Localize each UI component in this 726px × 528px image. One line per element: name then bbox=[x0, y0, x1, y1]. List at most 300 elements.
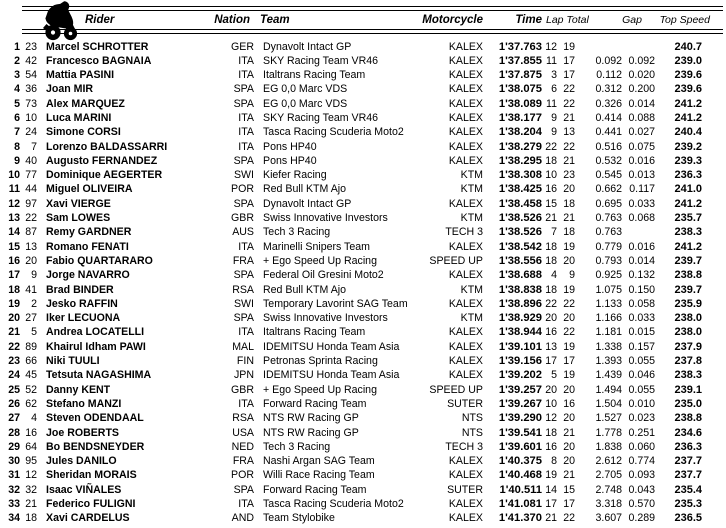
cell-top-speed: 238.8 bbox=[674, 412, 702, 425]
cell-total: 9 bbox=[569, 269, 575, 282]
cell-lap: 9 bbox=[551, 111, 557, 124]
cell-lap: 14 bbox=[545, 483, 557, 496]
cell-gap: 0.662 bbox=[595, 183, 622, 196]
cell-nation: GER bbox=[231, 40, 254, 53]
cell-time: 1'38.896 bbox=[498, 297, 542, 310]
cell-lap: 20 bbox=[545, 312, 557, 325]
cell-team: Pons HP40 bbox=[263, 154, 317, 167]
cell-top-speed: 241.0 bbox=[674, 183, 702, 196]
cell-time: 1'37.763 bbox=[498, 40, 542, 53]
cell-motorcycle: SUTER bbox=[447, 483, 483, 496]
cell-nation: GBR bbox=[231, 383, 254, 396]
table-row bbox=[0, 440, 726, 454]
cell-team: Forward Racing Team bbox=[263, 397, 367, 410]
cell-time: 1'39.267 bbox=[498, 397, 542, 410]
cell-nation: FRA bbox=[232, 455, 254, 468]
cell-total: 18 bbox=[563, 197, 575, 210]
cell-gap-previous: 0.117 bbox=[629, 183, 655, 196]
cell-total: 22 bbox=[563, 97, 575, 110]
cell-rider-number: 13 bbox=[25, 240, 37, 253]
cell-rider-number: 27 bbox=[25, 312, 37, 325]
cell-motorcycle: KTM bbox=[460, 212, 483, 225]
cell-rider-number: 52 bbox=[25, 383, 37, 396]
cell-lap: 22 bbox=[545, 297, 557, 310]
cell-time: 1'39.156 bbox=[498, 355, 542, 368]
cell-time: 1'38.542 bbox=[498, 240, 542, 253]
cell-gap: 0.925 bbox=[595, 269, 622, 282]
table-row bbox=[0, 268, 726, 282]
table-row bbox=[0, 211, 726, 225]
cell-position: 7 bbox=[14, 126, 20, 139]
cell-nation: FRA bbox=[232, 254, 254, 267]
cell-lap: 18 bbox=[545, 154, 557, 167]
motorcycle-rider-icon bbox=[41, 0, 81, 42]
cell-time: 1'40.511 bbox=[499, 483, 542, 496]
cell-gap: 1.527 bbox=[595, 412, 622, 425]
cell-position: 26 bbox=[8, 397, 20, 410]
cell-rider-number: 40 bbox=[25, 154, 37, 167]
cell-lap: 7 bbox=[551, 226, 557, 239]
cell-lap: 15 bbox=[545, 197, 557, 210]
cell-nation: JPN bbox=[233, 369, 254, 382]
cell-time: 1'38.204 bbox=[498, 126, 542, 139]
cell-gap-previous: 0.023 bbox=[628, 412, 655, 425]
cell-position: 24 bbox=[8, 369, 20, 382]
cell-nation: SPA bbox=[233, 154, 254, 167]
cell-total: 20 bbox=[563, 455, 575, 468]
cell-motorcycle: KALEX bbox=[448, 455, 483, 468]
cell-lap: 16 bbox=[545, 183, 557, 196]
cell-total: 17 bbox=[563, 54, 575, 67]
cell-position: 20 bbox=[8, 312, 20, 325]
cell-gap: 1.075 bbox=[595, 283, 622, 296]
cell-team: + Ego Speed Up Racing bbox=[263, 254, 377, 267]
cell-nation: POR bbox=[231, 183, 254, 196]
cell-lap: 21 bbox=[545, 212, 557, 225]
cell-total: 17 bbox=[563, 69, 575, 82]
cell-motorcycle: KALEX bbox=[448, 240, 483, 253]
cell-top-speed: 235.4 bbox=[674, 483, 702, 496]
table-row bbox=[0, 354, 726, 368]
cell-rider-number: 20 bbox=[25, 254, 37, 267]
cell-gap: 1.166 bbox=[595, 312, 622, 325]
cell-top-speed: 238.3 bbox=[674, 226, 702, 239]
cell-gap-previous: 0.033 bbox=[628, 197, 655, 210]
cell-rider-name: Brad BINDER bbox=[46, 283, 114, 296]
cell-lap: 10 bbox=[545, 169, 557, 182]
cell-gap-previous: 0.092 bbox=[628, 54, 655, 67]
cell-time: 1'38.838 bbox=[498, 283, 542, 296]
cell-nation: ITA bbox=[238, 140, 254, 153]
cell-motorcycle: KTM bbox=[460, 283, 483, 296]
cell-time: 1'38.177 bbox=[498, 111, 542, 124]
cell-motorcycle: KALEX bbox=[448, 97, 483, 110]
table-row bbox=[0, 182, 726, 196]
cell-rider-number: 5 bbox=[31, 326, 37, 339]
cell-position: 8 bbox=[14, 140, 20, 153]
cell-team: Marinelli Snipers Team bbox=[263, 240, 370, 253]
cell-time: 1'39.101 bbox=[498, 340, 542, 353]
cell-top-speed: 240.4 bbox=[674, 126, 702, 139]
cell-team: EG 0,0 Marc VDS bbox=[263, 97, 348, 110]
header-bottom-rule bbox=[22, 29, 723, 34]
cell-nation: SWI bbox=[233, 297, 254, 310]
cell-rider-name: Simone CORSI bbox=[46, 126, 121, 139]
cell-lap: 17 bbox=[545, 355, 557, 368]
cell-position: 33 bbox=[8, 498, 20, 510]
cell-rider-name: Luca MARINI bbox=[46, 111, 112, 124]
cell-rider-name: Sheridan MORAIS bbox=[46, 469, 137, 482]
cell-rider-number: 42 bbox=[25, 54, 37, 67]
cell-team: SKY Racing Team VR46 bbox=[263, 54, 379, 67]
cell-time: 1'40.468 bbox=[498, 469, 542, 482]
cell-motorcycle: KALEX bbox=[448, 369, 483, 382]
cell-rider-number: 62 bbox=[25, 397, 37, 410]
cell-lap: 12 bbox=[545, 412, 557, 425]
cell-gap-previous: 0.068 bbox=[628, 212, 655, 225]
cell-position: 28 bbox=[8, 426, 20, 439]
cell-nation: AUS bbox=[232, 226, 254, 239]
cell-nation: FIN bbox=[236, 355, 254, 368]
cell-nation: SPA bbox=[233, 97, 254, 110]
cell-total: 20 bbox=[563, 412, 575, 425]
cell-top-speed: 234.6 bbox=[674, 426, 702, 439]
cell-nation: POR bbox=[231, 469, 254, 482]
cell-time: 1'38.425 bbox=[498, 183, 542, 196]
cell-rider-number: 89 bbox=[25, 340, 37, 353]
cell-lap: 9 bbox=[551, 126, 557, 139]
table-row bbox=[0, 311, 726, 325]
table-row bbox=[0, 140, 726, 154]
cell-gap-previous: 0.046 bbox=[628, 369, 655, 382]
table-row bbox=[0, 426, 726, 440]
cell-position: 29 bbox=[8, 440, 20, 453]
cell-nation: SPA bbox=[233, 312, 254, 325]
cell-top-speed: 239.6 bbox=[674, 69, 702, 82]
cell-rider-name: Mattia PASINI bbox=[46, 69, 115, 82]
cell-gap-previous: 0.027 bbox=[628, 126, 655, 139]
cell-motorcycle: KTM bbox=[460, 183, 483, 196]
cell-motorcycle: TECH 3 bbox=[445, 226, 483, 239]
cell-nation: ITA bbox=[238, 498, 254, 510]
table-row bbox=[0, 283, 726, 297]
cell-gap: 0.112 bbox=[596, 69, 622, 82]
cell-nation: ITA bbox=[238, 240, 254, 253]
cell-rider-name: Niki TUULI bbox=[46, 355, 100, 368]
cell-position: 10 bbox=[8, 169, 20, 182]
cell-gap: 1.778 bbox=[595, 426, 622, 439]
cell-lap: 5 bbox=[551, 369, 557, 382]
cell-total: 21 bbox=[563, 469, 575, 482]
cell-time: 1'38.295 bbox=[498, 154, 542, 167]
cell-gap: 0.763 bbox=[595, 226, 622, 239]
cell-gap-previous: 0.075 bbox=[628, 140, 655, 153]
cell-rider-name: Isaac VIÑALES bbox=[46, 483, 122, 496]
cell-top-speed: 241.2 bbox=[674, 240, 702, 253]
cell-rider-name: Xavi VIERGE bbox=[46, 197, 111, 210]
cell-rider-name: Joan MIR bbox=[46, 83, 94, 96]
cell-nation: GBR bbox=[231, 212, 254, 225]
cell-team: EG 0,0 Marc VDS bbox=[263, 83, 348, 96]
cell-top-speed: 235.3 bbox=[674, 498, 702, 510]
cell-time: 1'38.279 bbox=[498, 140, 542, 153]
table-row bbox=[0, 383, 726, 397]
cell-gap bbox=[582, 40, 622, 54]
cell-total: 18 bbox=[563, 226, 575, 239]
cell-gap: 0.516 bbox=[595, 140, 622, 153]
cell-rider-number: 45 bbox=[25, 369, 37, 382]
cell-rider-name: Jesko RAFFIN bbox=[46, 297, 118, 310]
cell-rider-number: 54 bbox=[25, 69, 37, 82]
cell-team: Tasca Racing Scuderia Moto2 bbox=[263, 498, 404, 510]
cell-top-speed: 239.3 bbox=[674, 154, 702, 167]
table-row bbox=[0, 411, 726, 425]
cell-total: 19 bbox=[563, 369, 575, 382]
cell-total: 15 bbox=[563, 483, 575, 496]
cell-top-speed: 239.6 bbox=[674, 83, 702, 96]
cell-gap: 0.763 bbox=[595, 212, 622, 225]
cell-total: 19 bbox=[563, 40, 575, 53]
cell-total: 21 bbox=[563, 154, 575, 167]
cell-lap: 19 bbox=[545, 469, 557, 482]
cell-motorcycle: KALEX bbox=[448, 269, 483, 282]
cell-total: 21 bbox=[563, 212, 575, 225]
cell-time: 1'38.929 bbox=[498, 312, 542, 325]
cell-top-speed: 235.7 bbox=[674, 212, 702, 225]
cell-top-speed: 241.2 bbox=[674, 97, 702, 110]
cell-position: 13 bbox=[8, 212, 20, 225]
cell-nation: USA bbox=[232, 426, 254, 439]
cell-total: 22 bbox=[563, 326, 575, 339]
cell-gap: 2.612 bbox=[595, 455, 622, 468]
cell-total: 13 bbox=[563, 126, 575, 139]
cell-motorcycle: SPEED UP bbox=[429, 383, 483, 396]
column-header-top-speed: Top Speed bbox=[659, 14, 710, 26]
cell-nation: RSA bbox=[232, 412, 254, 425]
cell-time: 1'38.308 bbox=[498, 169, 542, 182]
cell-lap: 11 bbox=[546, 97, 557, 110]
cell-time: 1'37.855 bbox=[498, 54, 542, 67]
cell-lap: 18 bbox=[545, 283, 557, 296]
table-row bbox=[0, 154, 726, 168]
table-row bbox=[0, 497, 726, 511]
cell-position: 12 bbox=[8, 197, 20, 210]
cell-time: 1'38.458 bbox=[498, 197, 542, 210]
cell-gap-previous: 0.043 bbox=[628, 483, 655, 496]
cell-rider-name: Jules DANILO bbox=[46, 455, 117, 468]
cell-total: 16 bbox=[563, 397, 575, 410]
cell-lap: 13 bbox=[545, 340, 557, 353]
cell-gap-previous: 0.157 bbox=[628, 340, 655, 353]
cell-motorcycle: KALEX bbox=[448, 140, 483, 153]
cell-time: 1'37.875 bbox=[498, 69, 542, 82]
cell-team: IDEMITSU Honda Team Asia bbox=[263, 340, 400, 353]
table-row bbox=[0, 297, 726, 311]
cell-rider-name: Joe ROBERTS bbox=[46, 426, 119, 439]
cell-gap: 0.326 bbox=[595, 97, 622, 110]
cell-total: 21 bbox=[563, 426, 575, 439]
cell-motorcycle: NTS bbox=[461, 412, 483, 425]
cell-rider-number: 97 bbox=[25, 197, 37, 210]
cell-time: 1'38.526 bbox=[498, 212, 542, 225]
cell-time: 1'38.944 bbox=[498, 326, 542, 339]
table-row bbox=[0, 82, 726, 96]
cell-top-speed: 239.7 bbox=[674, 254, 702, 267]
cell-rider-number: 36 bbox=[25, 83, 37, 96]
cell-rider-name: Khairul Idham PAWI bbox=[46, 340, 146, 353]
cell-time: 1'40.375 bbox=[498, 455, 542, 468]
cell-position: 14 bbox=[8, 226, 20, 239]
cell-rider-name: Sam LOWES bbox=[46, 212, 111, 225]
cell-rider-name: Xavi CARDELUS bbox=[46, 512, 130, 525]
cell-gap-previous: 0.033 bbox=[628, 312, 655, 325]
cell-team: Italtrans Racing Team bbox=[263, 69, 366, 82]
cell-gap: 0.092 bbox=[595, 54, 622, 67]
cell-position: 11 bbox=[8, 183, 20, 196]
cell-lap: 20 bbox=[545, 383, 557, 396]
cell-nation: ITA bbox=[238, 126, 254, 139]
cell-rider-name: Remy GARDNER bbox=[46, 226, 132, 239]
table-row bbox=[0, 468, 726, 482]
cell-top-speed: 238.8 bbox=[674, 269, 702, 282]
cell-lap: 3 bbox=[551, 69, 557, 82]
cell-rider-number: 44 bbox=[25, 183, 37, 196]
cell-gap: 1.838 bbox=[595, 440, 622, 453]
cell-time: 1'38.089 bbox=[498, 97, 542, 110]
cell-position: 27 bbox=[8, 412, 20, 425]
cell-lap: 16 bbox=[545, 440, 557, 453]
cell-gap-previous: 0.014 bbox=[628, 97, 655, 110]
cell-team: Dynavolt Intact GP bbox=[263, 197, 352, 210]
cell-rider-number: 23 bbox=[25, 40, 37, 53]
cell-time: 1'38.556 bbox=[498, 254, 542, 267]
cell-total: 22 bbox=[563, 83, 575, 96]
cell-team: Tech 3 Racing bbox=[263, 226, 331, 239]
cell-gap-previous: 0.015 bbox=[628, 326, 655, 339]
cell-rider-name: Tetsuta NAGASHIMA bbox=[46, 369, 152, 382]
cell-nation: SWI bbox=[233, 169, 254, 182]
cell-team: + Ego Speed Up Racing bbox=[263, 383, 377, 396]
cell-gap-previous: 0.010 bbox=[628, 397, 655, 410]
cell-gap-previous: 0.132 bbox=[628, 269, 655, 282]
cell-total: 21 bbox=[563, 111, 575, 124]
cell-team: Red Bull KTM Ajo bbox=[263, 183, 347, 196]
cell-position: 3 bbox=[14, 69, 20, 82]
cell-team: Temporary Lavorint SAG Team bbox=[263, 297, 408, 310]
cell-rider-number: 22 bbox=[25, 212, 37, 225]
cell-team: Forward Racing Team bbox=[263, 483, 367, 496]
cell-rider-name: Bo BENDSNEYDER bbox=[46, 440, 145, 453]
cell-gap: 0.545 bbox=[595, 169, 622, 182]
cell-gap-previous bbox=[624, 225, 655, 239]
cell-rider-name: Danny KENT bbox=[46, 383, 111, 396]
cell-time: 1'39.541 bbox=[498, 426, 542, 439]
cell-motorcycle: KALEX bbox=[448, 54, 483, 67]
cell-gap-previous: 0.055 bbox=[628, 383, 655, 396]
table-row bbox=[0, 111, 726, 125]
cell-motorcycle: KALEX bbox=[448, 40, 483, 53]
cell-rider-number: 12 bbox=[25, 469, 37, 482]
cell-team: Federal Oil Gresini Moto2 bbox=[263, 269, 384, 282]
cell-top-speed: 241.2 bbox=[674, 111, 702, 124]
cell-team: Swiss Innovative Investors bbox=[263, 312, 388, 325]
cell-gap: 1.133 bbox=[595, 297, 622, 310]
table-row bbox=[0, 397, 726, 411]
cell-rider-name: Francesco BAGNAIA bbox=[46, 54, 152, 67]
cell-lap: 16 bbox=[545, 326, 557, 339]
cell-team: Pons HP40 bbox=[263, 140, 317, 153]
cell-total: 22 bbox=[563, 140, 575, 153]
cell-rider-name: Fabio QUARTARARO bbox=[46, 254, 153, 267]
cell-motorcycle: SUTER bbox=[447, 397, 483, 410]
cell-rider-number: 16 bbox=[25, 426, 37, 439]
cell-lap: 8 bbox=[551, 455, 557, 468]
cell-position: 18 bbox=[8, 283, 20, 296]
cell-rider-name: Dominique AEGERTER bbox=[46, 169, 163, 182]
cell-time: 1'38.075 bbox=[498, 83, 542, 96]
cell-team: Petronas Sprinta Racing bbox=[263, 355, 378, 368]
cell-team: NTS RW Racing GP bbox=[263, 412, 359, 425]
table-row bbox=[0, 240, 726, 254]
cell-nation: NED bbox=[231, 440, 254, 453]
cell-gap: 2.705 bbox=[595, 469, 622, 482]
cell-time: 1'38.688 bbox=[498, 269, 542, 282]
cell-motorcycle: NTS bbox=[461, 426, 483, 439]
cell-total: 20 bbox=[563, 183, 575, 196]
cell-team: Italtrans Racing Team bbox=[263, 326, 366, 339]
cell-total: 17 bbox=[563, 498, 575, 510]
cell-top-speed: 239.7 bbox=[674, 283, 702, 296]
cell-gap: 0.779 bbox=[595, 240, 622, 253]
cell-total: 17 bbox=[563, 355, 575, 368]
cell-gap-previous: 0.013 bbox=[628, 169, 655, 182]
cell-total: 20 bbox=[563, 312, 575, 325]
table-row bbox=[0, 454, 726, 468]
cell-total: 22 bbox=[563, 297, 575, 310]
cell-lap: 10 bbox=[545, 397, 557, 410]
cell-motorcycle: SPEED UP bbox=[429, 254, 483, 267]
cell-motorcycle: KALEX bbox=[448, 154, 483, 167]
cell-rider-name: Jorge NAVARRO bbox=[46, 269, 130, 282]
cell-time: 1'41.370 bbox=[498, 512, 542, 525]
cell-motorcycle: KALEX bbox=[448, 469, 483, 482]
cell-motorcycle: KALEX bbox=[448, 340, 483, 353]
cell-motorcycle: KALEX bbox=[448, 498, 483, 510]
cell-team: Tasca Racing Scuderia Moto2 bbox=[263, 126, 404, 139]
cell-total: 22 bbox=[563, 512, 575, 525]
cell-motorcycle: TECH 3 bbox=[445, 440, 483, 453]
cell-team: NTS RW Racing GP bbox=[263, 426, 359, 439]
cell-nation: SPA bbox=[233, 483, 254, 496]
cell-top-speed: 239.1 bbox=[674, 383, 702, 396]
cell-rider-number: 32 bbox=[25, 483, 37, 496]
cell-total: 19 bbox=[563, 340, 575, 353]
cell-position: 23 bbox=[8, 355, 20, 368]
cell-team: Team Stylobike bbox=[263, 512, 335, 525]
cell-nation: SPA bbox=[233, 269, 254, 282]
cell-motorcycle: KALEX bbox=[448, 297, 483, 310]
cell-position: 25 bbox=[8, 383, 20, 396]
table-row bbox=[0, 325, 726, 339]
cell-motorcycle: KALEX bbox=[448, 83, 483, 96]
cell-position: 2 bbox=[14, 54, 20, 67]
cell-time: 1'39.202 bbox=[498, 369, 542, 382]
cell-time: 1'39.601 bbox=[498, 440, 542, 453]
cell-team: Kiefer Racing bbox=[263, 169, 327, 182]
cell-nation: AND bbox=[231, 512, 254, 525]
cell-position: 21 bbox=[8, 326, 20, 339]
cell-top-speed: 237.9 bbox=[674, 340, 702, 353]
